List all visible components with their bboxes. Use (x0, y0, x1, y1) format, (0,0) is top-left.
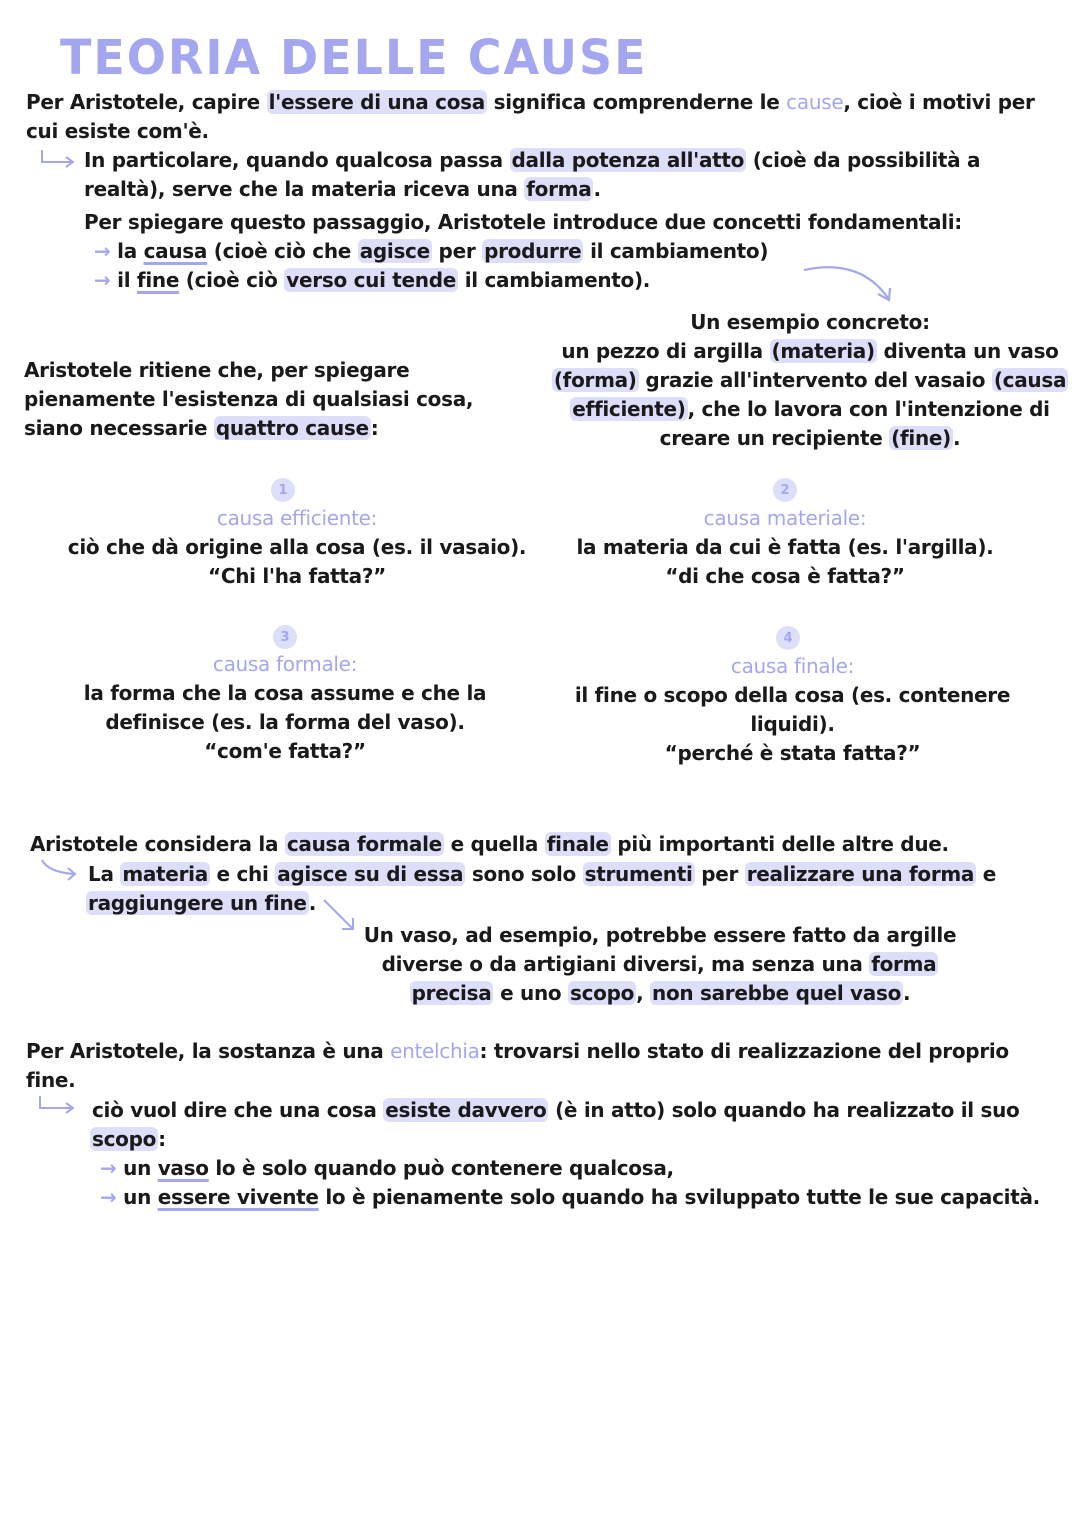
right-arrow-icon: → (94, 239, 111, 263)
cause-finale-desc-2: liquidi). (750, 712, 835, 736)
entelechy-bullet-1: → un vaso lo è solo quando può contenere qualcosa, (100, 1156, 674, 1180)
entelechy-bullet-2: → un essere vivente lo è pienamente solo quando ha sviluppato tutte le sue capacità. (100, 1185, 1040, 1209)
cause-efficiente-desc: ciò che dà origine alla cosa (es. il vasaio). (67, 535, 527, 559)
cause-formale-question: “com'e fatta?” (204, 739, 366, 763)
vase-example-line-2: diverse o da artigiani diversi, ma senza una forma (381, 952, 937, 976)
curved-arrow-icon (40, 858, 82, 884)
hook-arrow-icon (40, 148, 80, 170)
cause-formale-title: causa formale: (212, 652, 358, 676)
cause-number-badge: 2 (773, 478, 797, 502)
vase-example-line-1: Un vaso, ad esempio, potrebbe essere fatto da argille (363, 923, 957, 947)
entelechy-line-4: scopo : (92, 1127, 166, 1151)
example-line-4: efficiente) , che lo lavora con l'intenzione di (572, 397, 1050, 421)
entelechy-line-2: fine. (26, 1068, 76, 1092)
curved-arrow-icon (800, 262, 900, 307)
example-line-3: (forma) grazie all'intervento del vasaio (causa (553, 368, 1067, 392)
intro-line-4: realtà), serve che la materia riceva una forma . (84, 177, 601, 201)
cause-number-badge: 4 (776, 626, 800, 650)
cause-efficiente-question: “Chi l'ha fatta?” (207, 564, 386, 588)
cause-materiale-title: causa materiale: (703, 506, 867, 530)
left-block-line-1: Aristotele ritiene che, per spiegare (24, 358, 410, 382)
cause-finale-question: “perché è stata fatta?” (664, 741, 921, 765)
cause-formale-desc-2: definisce (es. la forma del vaso). (105, 710, 465, 734)
cause-materiale-desc: la materia da cui è fatta (es. l'argilla). (576, 535, 994, 559)
left-block-line-2: pienamente l'esistenza di qualsiasi cosa, (24, 387, 474, 411)
example-heading: Un esempio concreto: (690, 310, 930, 334)
cause-finale-desc-1: il fine o scopo della cosa (es. contenere (574, 683, 1011, 707)
example-line-2: un pezzo di argilla (materia) diventa un vaso (561, 339, 1059, 363)
left-block-line-3: siano necessarie quattro cause : (24, 416, 379, 440)
right-arrow-icon: → (100, 1156, 117, 1180)
page-title: TEORIA DELLE CAUSE (60, 28, 648, 86)
right-arrow-icon: → (100, 1185, 117, 1209)
intro-line-3: In particolare, quando qualcosa passa dalla potenza all'atto (cioè da possibilità a (84, 148, 981, 172)
cause-formale-desc-1: la forma che la cosa assume e che la (83, 681, 487, 705)
cause-efficiente-title: causa efficiente: (216, 506, 378, 530)
entelechy-line-1: Per Aristotele, la sostanza è una entelchia: trovarsi nello stato di realizzazione del proprio (26, 1039, 1009, 1063)
cause-materiale-question: “di che cosa è fatta?” (665, 564, 905, 588)
bullet-causa: → la causa (cioè ciò che agisce per produrre il cambiamento) (94, 239, 769, 263)
cause-finale-title: causa finale: (730, 654, 855, 678)
vase-example-line-3: precisa e uno scopo , non sarebbe quel vaso . (411, 981, 911, 1005)
hook-arrow-icon (38, 1094, 80, 1116)
importance-line-3: raggiungere un fine . (88, 891, 317, 915)
right-arrow-icon: → (94, 268, 111, 292)
intro-line-1: Per Aristotele, capire l'essere di una cosa significa comprenderne le cause, cioè i motivi per (26, 90, 1035, 114)
intro-line-5: Per spiegare questo passaggio, Aristotele introduce due concetti fondamentali: (84, 210, 962, 234)
importance-line-2: La materia e chi agisce su di essa sono solo strumenti per realizzare una forma e (88, 862, 997, 886)
entelechy-line-3: ciò vuol dire che una cosa esiste davvero (è in atto) solo quando ha realizzato il suo (92, 1098, 1020, 1122)
intro-line-2: cui esiste com'è. (26, 119, 209, 143)
cause-number-badge: 3 (273, 625, 297, 649)
example-line-5: creare un recipiente (fine) . (659, 426, 961, 450)
cause-number-badge: 1 (271, 478, 295, 502)
bullet-fine: → il fine (cioè ciò verso cui tende il cambiamento). (94, 268, 651, 292)
importance-line-1: Aristotele considera la causa formale e quella finale più importanti delle altre due. (30, 832, 949, 856)
